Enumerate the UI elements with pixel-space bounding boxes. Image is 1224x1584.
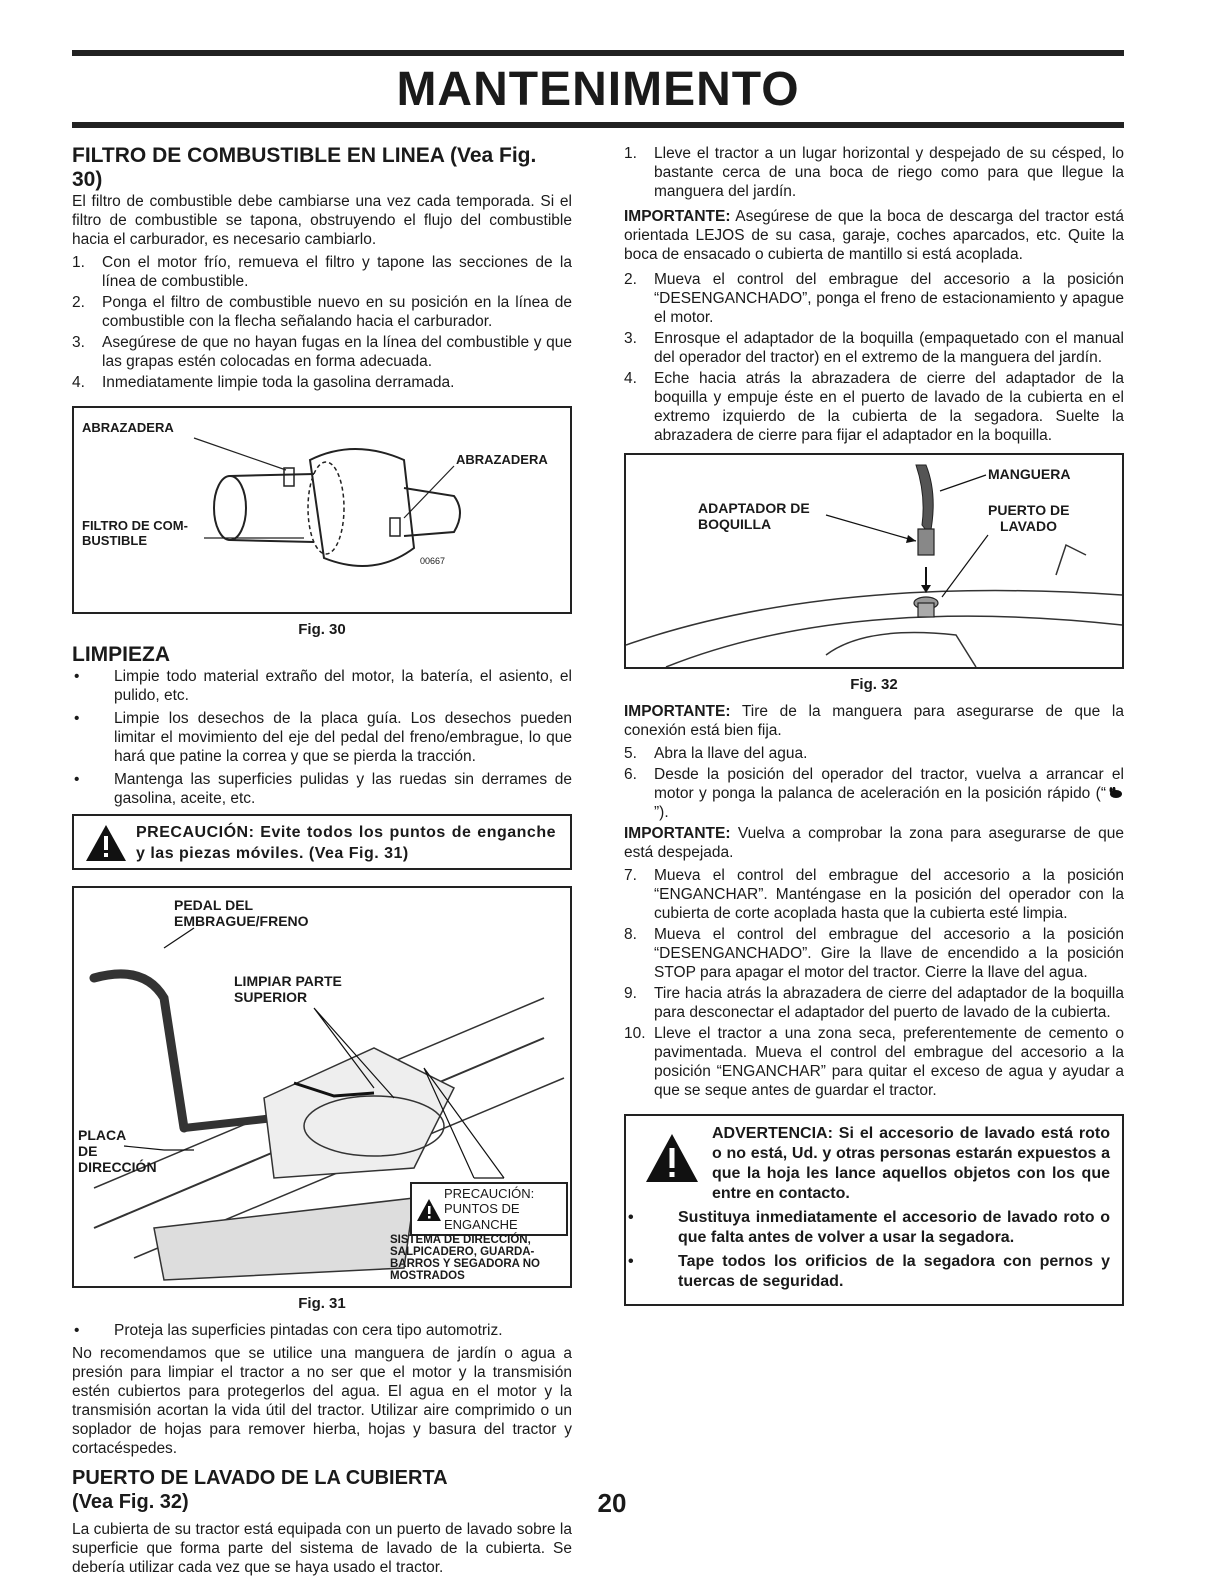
warning-bullets	[626, 1208, 1110, 1292]
list-item: 8. Mueva el control del embrague del accesorio a la posición “DESENGANCHADO”. Gire la llave de encendido a la posición STOP para apagar el motor del tractor. Cierre la llave del agua.	[624, 926, 1124, 981]
right-column	[624, 144, 1124, 1306]
cleaning-bullets-2	[72, 1321, 572, 1340]
figure-code: 00667	[420, 556, 446, 566]
caution-box	[72, 814, 572, 870]
label-plate-line1: PLACA	[78, 1127, 127, 1143]
left-column	[72, 144, 572, 1581]
list-item: 7. Mueva el control del embrague del accesorio a la posición “ENGANCHAR”. Manténgase en la posición del operador con la cubierta de corte acoplada hasta que la cubierta esté limpia.	[624, 867, 1124, 922]
figure-note-line4: MOSTRADOS	[390, 1270, 465, 1282]
figure-32-caption: Fig. 32	[850, 676, 898, 693]
rabbit-fast-icon	[1106, 787, 1124, 799]
important-note-1: IMPORTANTE: Asegúrese de que la boca de descarga del tractor está orientada LEJOS de su casa, garaje, coches aparcados, etc. Quite la boca de ensacado o cubierta de mantillo si está acoplada.	[624, 208, 1124, 263]
caution-text: PRECAUCIÓN: Evite todos los puntos de enganche y las piezas móviles. (Vea Fig. 31)	[136, 824, 556, 862]
warning-triangle-icon	[84, 823, 128, 863]
list-item: • Sustituya inmediatamente el accesorio de lavado roto o que falta antes de volver a usar la segadora.	[626, 1208, 1110, 1248]
list-item: 9. Tire hacia atrás la abrazadera de cierre del adaptador de la boquilla para desconectar el adaptador del puerto de lavado de la cubierta.	[624, 985, 1124, 1021]
list-item: 2. Ponga el filtro de combustible nuevo en su posición en la línea de combustible con la flecha señalando hacia el carburador.	[72, 294, 572, 330]
list-item: 2. Mueva el control del embrague del accesorio a la posición “DESENGANCHADO”, ponga el freno de estacionamiento y apague el motor.	[624, 271, 1124, 326]
deck-wash-steps-3	[624, 744, 1124, 822]
list-item: 10. Lleve el tractor a una zona seca, preferentemente de cemento o pavimentada. Mueva el control del embrague del accesorio a la posición “ENGANCHAR” para quitar el exceso de agua y ayudar a que se seque antes de guardar el tractor.	[624, 1025, 1124, 1099]
figure-30-caption: Fig. 30	[298, 621, 346, 638]
label-plate-line2: DE	[78, 1143, 98, 1159]
warning-triangle-icon	[416, 1198, 442, 1222]
list-item: 3. Asegúrese de que no hayan fugas en la línea del combustible y que las grapas estén colocadas en forma adecuada.	[72, 334, 572, 370]
fuel-filter-illustration	[74, 408, 570, 612]
deck-wash-steps-1	[624, 144, 1124, 201]
deck-wash-steps-4	[624, 866, 1124, 1100]
wash-port-illustration	[626, 455, 1122, 667]
list-item: 1. Con el motor frío, remueva el filtro y tapone las secciones de la línea de combustible.	[72, 254, 572, 290]
list-item: 3. Enrosque el adaptador de la boquilla (empaquetado con el manual del operador del tractor) en el extremo de la manguera del jardín.	[624, 330, 1124, 366]
label-adapter-line1: ADAPTADOR DE	[698, 500, 810, 516]
label-filter-line1: FILTRO DE COM-	[82, 518, 188, 533]
label-hose: MANGUERA	[988, 466, 1071, 482]
list-item: • Limpie los desechos de la placa guía. Los desechos pueden limitar el movimiento del eje del pedal del freno/embrague, lo que hará que patine la correa y que se pierda la tracción.	[72, 709, 572, 766]
figure-30	[72, 406, 572, 614]
pinch-caution-line2: PUNTOS DE	[444, 1201, 520, 1216]
list-item: 4. Inmediatamente limpie toda la gasolina derramada.	[72, 374, 455, 391]
deck-wash-steps-2	[624, 270, 1124, 445]
list-item: • Tape todos los orificios de la segadora con pernos y tuercas de seguridad.	[626, 1252, 1110, 1292]
pinch-caution-box	[410, 1182, 568, 1236]
label-adapter-line2: BOQUILLA	[698, 516, 772, 532]
figure-31-caption: Fig. 31	[298, 1295, 346, 1312]
warning-box	[624, 1114, 1124, 1306]
fuel-filter-steps	[72, 253, 572, 392]
label-clamp-left: ABRAZADERA	[82, 420, 174, 435]
list-item: • Limpie todo material extraño del motor, la batería, el asiento, el pulido, etc.	[72, 667, 572, 705]
pinch-caution-line3: ENGANCHE	[444, 1217, 518, 1232]
title-underline	[72, 122, 1124, 128]
label-pedal-line2: EMBRAGUE/FRENO	[174, 913, 309, 929]
fuel-filter-intro: El filtro de combustible debe cambiarse una vez cada temporada. Si el filtro de combustible se tapona, obstruyendo el flujo del combustible hacia el carburador, es necesario cambiarlo.	[72, 193, 572, 248]
pinch-caution-line1: PRECAUCIÓN:	[444, 1186, 535, 1201]
page-number: 20	[597, 1488, 627, 1518]
label-clean-line1: LIMPIAR PARTE	[234, 973, 342, 989]
list-item: 1. Lleve el tractor a un lugar horizontal y despejado de su césped, lo bastante cerca de una boca de riego como para que llegue la manguera del jardín.	[624, 145, 1124, 200]
deck-wash-paragraph: La cubierta de su tractor está equipada con un puerto de lavado sobre la superficie que forma parte del sistema de lavado de la cubierta. Se debería utilizar cada vez que se haya usado el tractor.	[72, 1521, 572, 1576]
figure-32	[624, 453, 1124, 669]
label-plate-line3: DIRECCIÓN	[78, 1159, 157, 1175]
warning-text: ADVERTENCIA: Si el accesorio de lavado está roto o no está, Ud. y otras personas estarán expuestos a que la hoja les lance aquellos objetos con los que entre en contacto.	[712, 1125, 1110, 1202]
list-item: • Mantenga las superficies pulidas y las ruedas sin derrames de gasolina, aceite, etc.	[72, 770, 572, 808]
fuel-filter-heading: FILTRO DE COMBUSTIBLE EN LINEA (Vea Fig. 30)	[72, 144, 537, 191]
page-title: MANTENIMENTO	[396, 63, 800, 116]
deck-wash-subheading: (Vea Fig. 32)	[72, 1491, 189, 1513]
deck-wash-heading: PUERTO DE LAVADO DE LA CUBIERTA	[72, 1467, 448, 1489]
label-clean-line2: SUPERIOR	[234, 989, 308, 1005]
label-port-line2: LAVADO	[1000, 518, 1058, 534]
figure-31	[72, 886, 572, 1288]
cleaning-bullets	[72, 667, 572, 808]
cleaning-paragraph: No recomendamos que se utilice una manguera de jardín o agua a presión para limpiar el tractor a no ser que el motor y la transmisión estén cubiertos para protegerlos del agua. El agua en el motor y la transmisión acortan la vida útil del tractor. Utilizar aire comprimido o un soplador de hojas para remover hierba, hojas y basura del tractor y cortacéspedes.	[72, 1345, 572, 1457]
warning-triangle-icon	[644, 1132, 700, 1184]
list-item: 4. Eche hacia atrás la abrazadera de cierre del adaptador de la boquilla y empuje éste en el puerto de lavado de la cubierta en el extremo izquierdo de la cubierta de la segadora. Suelte la abrazadera de cierre para fijar el adaptador en la boquilla.	[624, 370, 1124, 444]
figure-note-line1: SISTEMA DE DIRECCIÓN,	[390, 1234, 531, 1246]
cleaning-heading: LIMPIEZA	[72, 643, 170, 666]
important-note-2: IMPORTANTE: Tire de la manguera para asegurarse de que la conexión está bien fija.	[624, 703, 1124, 739]
top-rule	[72, 50, 1124, 56]
figure-note-line3: BARROS Y SEGADORA NO	[390, 1258, 540, 1270]
label-filter-line2: BUSTIBLE	[82, 533, 147, 548]
label-clamp-right: ABRAZADERA	[456, 452, 548, 467]
label-port-line1: PUERTO DE	[988, 502, 1070, 518]
list-item: • Proteja las superficies pintadas con cera tipo automotriz.	[72, 1321, 572, 1340]
label-pedal-line1: PEDAL DEL	[174, 897, 254, 913]
important-note-3: IMPORTANTE: Vuelva a comprobar la zona para asegurarse de que está despejada.	[624, 825, 1124, 861]
list-item: 5. Abra la llave del agua.	[624, 745, 808, 762]
figure-note-line2: SALPICADERO, GUARDA-	[390, 1246, 535, 1258]
list-item: 6. Desde la posición del operador del tractor, vuelva a arrancar el motor y ponga la palanca de aceleración en la posición rápido (“”).	[624, 766, 1124, 821]
